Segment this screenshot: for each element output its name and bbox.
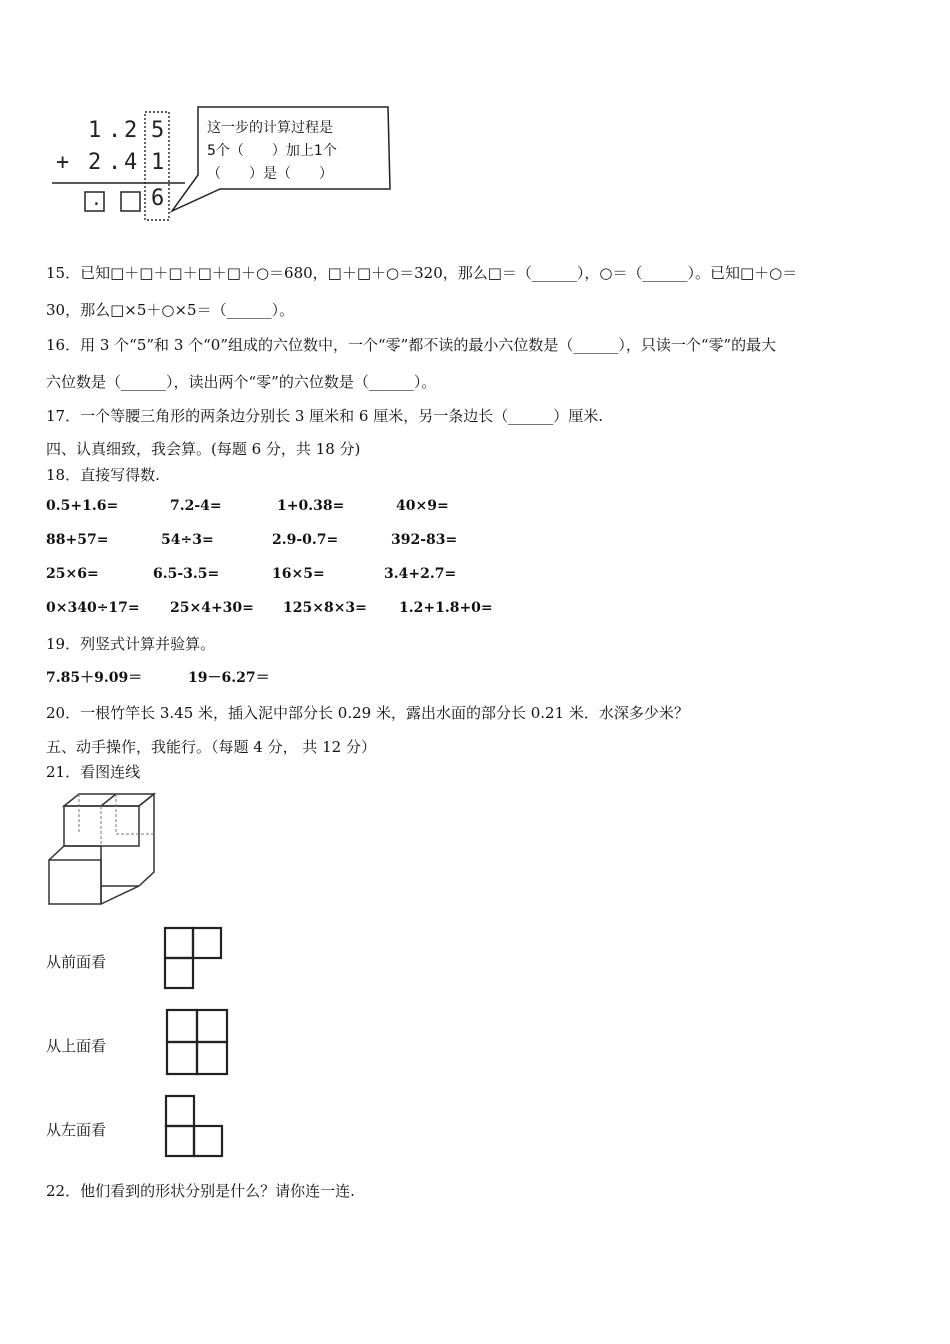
- calc-item: 2.9-0.7=: [272, 532, 339, 548]
- question-21: 21．看图连线: [46, 763, 141, 781]
- q19-item: 7.85＋9.09＝: [46, 670, 143, 686]
- view-label-front: 从前面看: [46, 953, 107, 971]
- calc-item: 125×8×3=: [283, 600, 367, 616]
- question-16-line-2: 六位数是（______），读出两个“零”的六位数是（______）。: [46, 373, 437, 391]
- calc-item: 3.4+2.7=: [384, 566, 457, 582]
- plus-sign: +: [56, 150, 70, 175]
- shape-front-view[interactable]: [160, 924, 230, 994]
- calc-item: 1+0.38=: [277, 498, 345, 514]
- digit: 1: [88, 118, 102, 143]
- calc-item: 0×340÷17=: [46, 600, 140, 616]
- result-digit: 6: [151, 186, 165, 211]
- question-18: 18．直接写得数.: [46, 466, 160, 484]
- answer-box: [121, 192, 140, 211]
- result-dot: .: [91, 189, 102, 210]
- shape-top-view[interactable]: [160, 1006, 232, 1078]
- calc-item: 1.2+1.8+0=: [399, 600, 493, 616]
- calc-item: 392-83=: [391, 532, 458, 548]
- digit: 5: [151, 118, 165, 143]
- question-15-line-1: 15．已知□＋□＋□＋□＋□＋○＝680，□＋□＋○＝320，那么□＝（______），○＝（______）。已知□＋○＝: [46, 264, 798, 282]
- question-20: 20．一根竹竿长 3.45 米，插入泥中部分长 0.29 米，露出水面的部分长 0.21 米．水深多少米？: [46, 704, 689, 722]
- section-5-heading: 五、动手操作，我能行。（每题 4 分， 共 12 分）: [46, 738, 376, 756]
- calc-item: 7.2-4=: [170, 498, 222, 514]
- shape-left-view[interactable]: [160, 1092, 230, 1162]
- section-4-heading: 四、认真细致，我会算。(每题 6 分，共 18 分): [46, 440, 361, 458]
- bubble-line-2: 5个（ ）加上1个: [207, 143, 337, 159]
- bubble-line-1: 这一步的计算过程是: [207, 120, 333, 136]
- calc-item: 40×9=: [396, 498, 449, 514]
- view-label-top: 从上面看: [46, 1037, 107, 1055]
- question-17: 17．一个等腰三角形的两条边分别长 3 厘米和 6 厘米，另一条边长（______）厘米.: [46, 407, 604, 425]
- digit: 2: [88, 150, 102, 175]
- calc-item: 6.5-3.5=: [153, 566, 220, 582]
- calc-item: 25×6=: [46, 566, 99, 582]
- digit: .: [108, 118, 122, 143]
- digit: .: [108, 150, 122, 175]
- calc-item: 0.5+1.6=: [46, 498, 119, 514]
- question-15-line-2: 30，那么□×5＋○×5＝（______）。: [46, 301, 295, 319]
- q19-item: 19－6.27＝: [188, 670, 270, 686]
- calc-item: 88+57=: [46, 532, 109, 548]
- calc-item: 16×5=: [272, 566, 325, 582]
- bubble-line-3: （ ）是（ ）: [207, 166, 333, 182]
- digit: 2: [124, 118, 138, 143]
- digit: 4: [124, 150, 138, 175]
- cube-stack-figure: [44, 790, 159, 910]
- digit: 1: [151, 150, 165, 175]
- question-22: 22．他们看到的形状分别是什么？请你连一连.: [46, 1182, 355, 1200]
- question-19: 19．列竖式计算并验算。: [46, 635, 216, 653]
- view-label-left: 从左面看: [46, 1121, 107, 1139]
- calc-item: 54÷3=: [161, 532, 214, 548]
- calc-item: 25×4+30=: [170, 600, 254, 616]
- question-16-line-1: 16．用 3 个“5”和 3 个“0”组成的六位数中，一个“零”都不读的最小六位数是（______），只读一个“零”的最大: [46, 336, 777, 354]
